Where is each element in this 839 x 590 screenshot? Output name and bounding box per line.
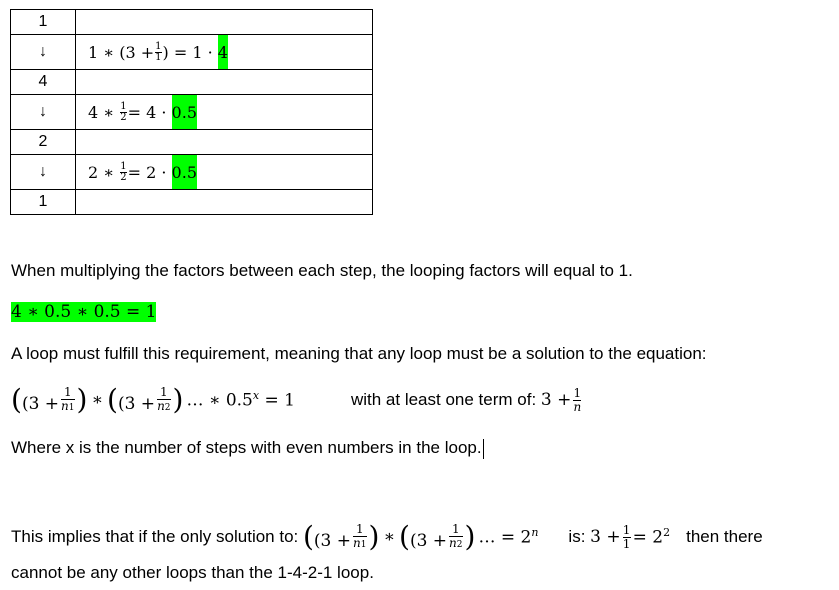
collatz-steps-table xyxy=(10,9,373,215)
times-operator: ∗ xyxy=(91,390,104,410)
fraction-denominator: 1 xyxy=(155,51,162,63)
equation-rhs: ) = 1 · xyxy=(162,42,213,62)
fraction-numerator: 1 xyxy=(120,100,127,112)
loop-equation: ((3 + 1 n1 ) ∗ ((3 + 1 n2 ) … ∗ 0.5$^x$ = 1 with at least one term of: 3 + 1 n xyxy=(11,383,582,416)
equation-lhs: 1 ∗ (3 + xyxy=(88,42,155,62)
table-row xyxy=(11,155,373,190)
fraction-denominator: 2 xyxy=(120,111,127,123)
implication-conclusion: cannot be any other loops than the 1-4-2-1 loop. xyxy=(11,563,374,582)
empty-cell xyxy=(76,10,373,35)
implication-text: This implies that if the only solution to: xyxy=(11,527,299,546)
paragraph-factors: When multiplying the factors between each step, the looping factors will equal to 1. xyxy=(11,261,633,280)
step-equation xyxy=(76,155,372,189)
highlighted-factor: 0.5 xyxy=(172,95,197,129)
implication-line: This implies that if the only solution to: ((3 + 1 n1 ) ∗ ((3 + 1 n2 ) … = $2^n$ is: 3 + 1 1 = $2^2$ then there xyxy=(11,520,763,553)
highlighted-factor: 0.5 xyxy=(172,155,197,189)
table-row xyxy=(11,35,373,70)
step-equation xyxy=(76,95,372,129)
down-arrow-icon: ↓ xyxy=(11,95,76,130)
down-arrow-icon: ↓ xyxy=(11,155,76,190)
fraction xyxy=(155,42,161,63)
term-3-plus: (3 + xyxy=(21,394,60,414)
table-row xyxy=(11,70,373,95)
table-row xyxy=(11,10,373,35)
table-row xyxy=(11,130,373,155)
step-number: 1 xyxy=(11,190,76,215)
fraction xyxy=(120,162,126,183)
fraction-numerator: 1 xyxy=(155,40,162,52)
text-cursor xyxy=(483,439,484,459)
close-paren: ) xyxy=(76,383,88,416)
equation-tail: … ∗ 0.5 xyxy=(186,390,253,411)
fraction: 1 n xyxy=(573,385,582,414)
fraction: 1 n2 xyxy=(449,521,463,550)
text-paragraph[interactable]: Where x is the number of steps with even numbers in the loop. xyxy=(11,438,482,457)
equation-lhs: 2 ∗ xyxy=(88,162,115,182)
equation-lhs: 4 ∗ xyxy=(88,102,115,122)
fraction: 1 n2 xyxy=(157,384,171,413)
empty-cell xyxy=(76,70,373,95)
step-number: 1 xyxy=(11,10,76,35)
fraction-denominator: 2 xyxy=(120,171,127,183)
step-number: 4 xyxy=(11,70,76,95)
highlighted-product-equation: 4 ∗ 0.5 ∗ 0.5 = 1 xyxy=(11,302,157,322)
fraction-numerator: 1 xyxy=(120,160,127,172)
paragraph-requirement: A loop must fulfill this requirement, meaning that any loop must be a solution to the equation: xyxy=(11,344,707,363)
fraction: 1 n1 xyxy=(353,521,367,550)
table-row xyxy=(11,95,373,130)
fraction: 1 n1 xyxy=(61,384,75,413)
condition-text: with at least one term of: xyxy=(350,390,537,409)
equation-rhs: = 2 · xyxy=(127,162,167,182)
equation-rhs: = 4 · xyxy=(127,102,167,122)
empty-cell xyxy=(76,190,373,215)
down-arrow-icon: ↓ xyxy=(11,35,76,70)
step-number: 2 xyxy=(11,130,76,155)
highlighted-factor: 4 xyxy=(218,35,228,69)
fraction xyxy=(120,102,126,123)
table-row xyxy=(11,190,373,215)
empty-cell xyxy=(76,130,373,155)
term-3-plus: (3 + xyxy=(117,394,156,414)
fraction: 1 1 xyxy=(622,522,631,551)
open-paren: ( xyxy=(11,383,22,416)
step-equation xyxy=(76,35,372,69)
